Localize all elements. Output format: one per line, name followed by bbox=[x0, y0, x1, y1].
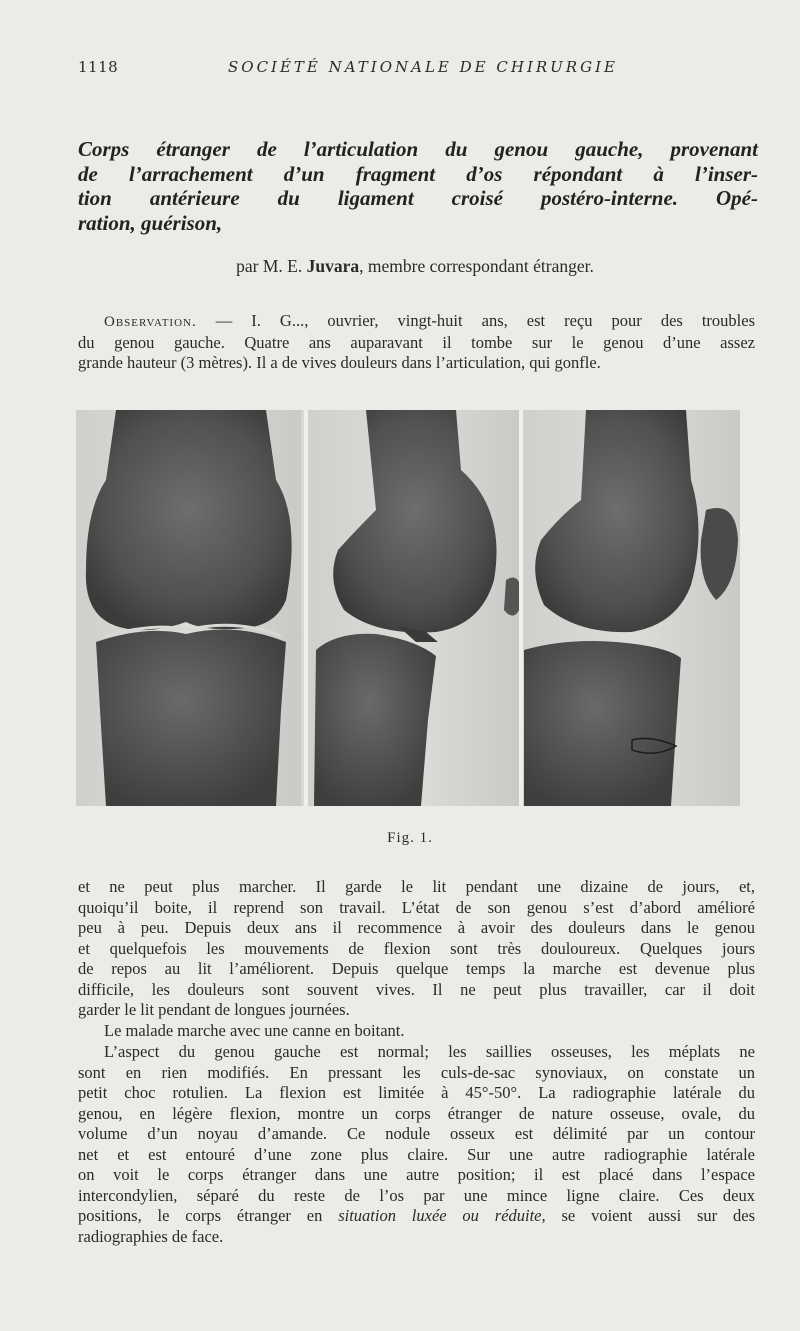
italic-phrase: situation luxée ou réduite bbox=[338, 1206, 542, 1225]
title-line: ration, guérison, bbox=[78, 210, 223, 235]
paragraph-line: L’aspect du genou gauche est normal; les saillies osseuses, les méplats ne bbox=[104, 1042, 755, 1061]
title-line: de l’arrachement d’un fragment d’os répondant à l’inser- bbox=[78, 161, 758, 186]
paragraph-line: et quelquefois les mouvements de flexion sont très douloureux. Quelques jours bbox=[78, 938, 755, 958]
byline-prefix: par M. E. bbox=[236, 256, 307, 276]
observation-paragraph bbox=[78, 311, 755, 374]
history-paragraph bbox=[78, 877, 755, 1021]
radiograph-panel-frontal bbox=[76, 410, 301, 806]
journal-name: SOCIÉTÉ NATIONALE DE CHIRURGIE bbox=[228, 58, 618, 76]
paragraph-line: intercondylien, séparé du reste de l’os par une mince ligne claire. Ces deux bbox=[78, 1185, 755, 1205]
knee-radiographs-figure bbox=[76, 410, 740, 806]
paragraph-line: peu à peu. Depuis deux ans il recommence à avoir des douleurs dans le genou bbox=[78, 918, 755, 937]
paragraph-line: Le malade marche avec une canne en boitant. bbox=[104, 1021, 405, 1040]
paragraph-line: volume d’un noyau d’amande. Ce nodule osseux est délimité par un contour bbox=[78, 1124, 755, 1143]
radiograph-panel-lateral-fragment bbox=[504, 410, 740, 806]
paragraph-line: Observation. — I. G..., ouvrier, vingt-huit ans, est reçu pour des troubles bbox=[104, 311, 755, 330]
paragraph-line: net et est entouré d’une zone plus claire. Sur une autre radiographie latérale bbox=[78, 1144, 755, 1164]
observation-label: Observation. bbox=[104, 314, 197, 330]
byline-suffix: , membre correspondant étranger. bbox=[359, 256, 594, 276]
byline bbox=[0, 256, 800, 277]
figure-caption: Fig. 1. bbox=[387, 830, 433, 846]
radiograph-panel-lateral bbox=[304, 410, 520, 806]
title-line: tion antérieure du ligament croisé postéro-interne. Opé- bbox=[78, 186, 758, 210]
paragraph-line: positions, le corps étranger en situation luxée ou réduite, se voient aussi sur des bbox=[78, 1206, 755, 1225]
examination-paragraph bbox=[78, 1042, 755, 1247]
gait-paragraph bbox=[78, 1021, 755, 1042]
paragraph-line: garder le lit pendant de longues journées. bbox=[78, 1000, 350, 1019]
paragraph-line: radiographies de face. bbox=[78, 1226, 224, 1246]
radiograph-illustration bbox=[76, 410, 740, 806]
paragraph-line: on voit le corps étranger dans une autre position; il est placé dans l’espace bbox=[78, 1165, 755, 1184]
paragraph-line: du genou gauche. Quatre ans auparavant il tombe sur le genou d’une assez bbox=[78, 332, 755, 352]
paragraph-line: genou, en légère flexion, montre un corps étranger de nature osseuse, ovale, du bbox=[78, 1103, 755, 1123]
paragraph-line: difficile, les douleurs sont souvent vives. Il ne peut plus travailler, car il doit bbox=[78, 979, 755, 999]
paragraph-line: sont en rien modifiés. En pressant les culs-de-sac synoviaux, on constate un bbox=[78, 1062, 755, 1082]
paragraph-line: et ne peut plus marcher. Il garde le lit pendant une dizaine de jours, et, bbox=[78, 877, 755, 896]
paragraph-line: petit choc rotulien. La flexion est limitée à 45°-50°. La radiographie latérale du bbox=[78, 1083, 755, 1102]
running-head bbox=[78, 58, 754, 82]
page-number: 1118 bbox=[78, 58, 119, 76]
article-title bbox=[78, 137, 758, 235]
title-line: Corps étranger de l’articulation du genou gauche, provenant bbox=[78, 137, 758, 161]
paragraph-line: grande hauteur (3 mètres). Il a de vives douleurs dans l’articulation, qui gonfle. bbox=[78, 353, 601, 372]
paragraph-line: quoiqu’il boite, il reprend son travail. L’état de son genou s’est d’abord amélioré bbox=[78, 897, 755, 917]
paragraph-line: de repos au lit l’améliorent. Depuis quelque temps la marche est devenue plus bbox=[78, 959, 755, 978]
author-name: Juvara bbox=[306, 256, 360, 276]
